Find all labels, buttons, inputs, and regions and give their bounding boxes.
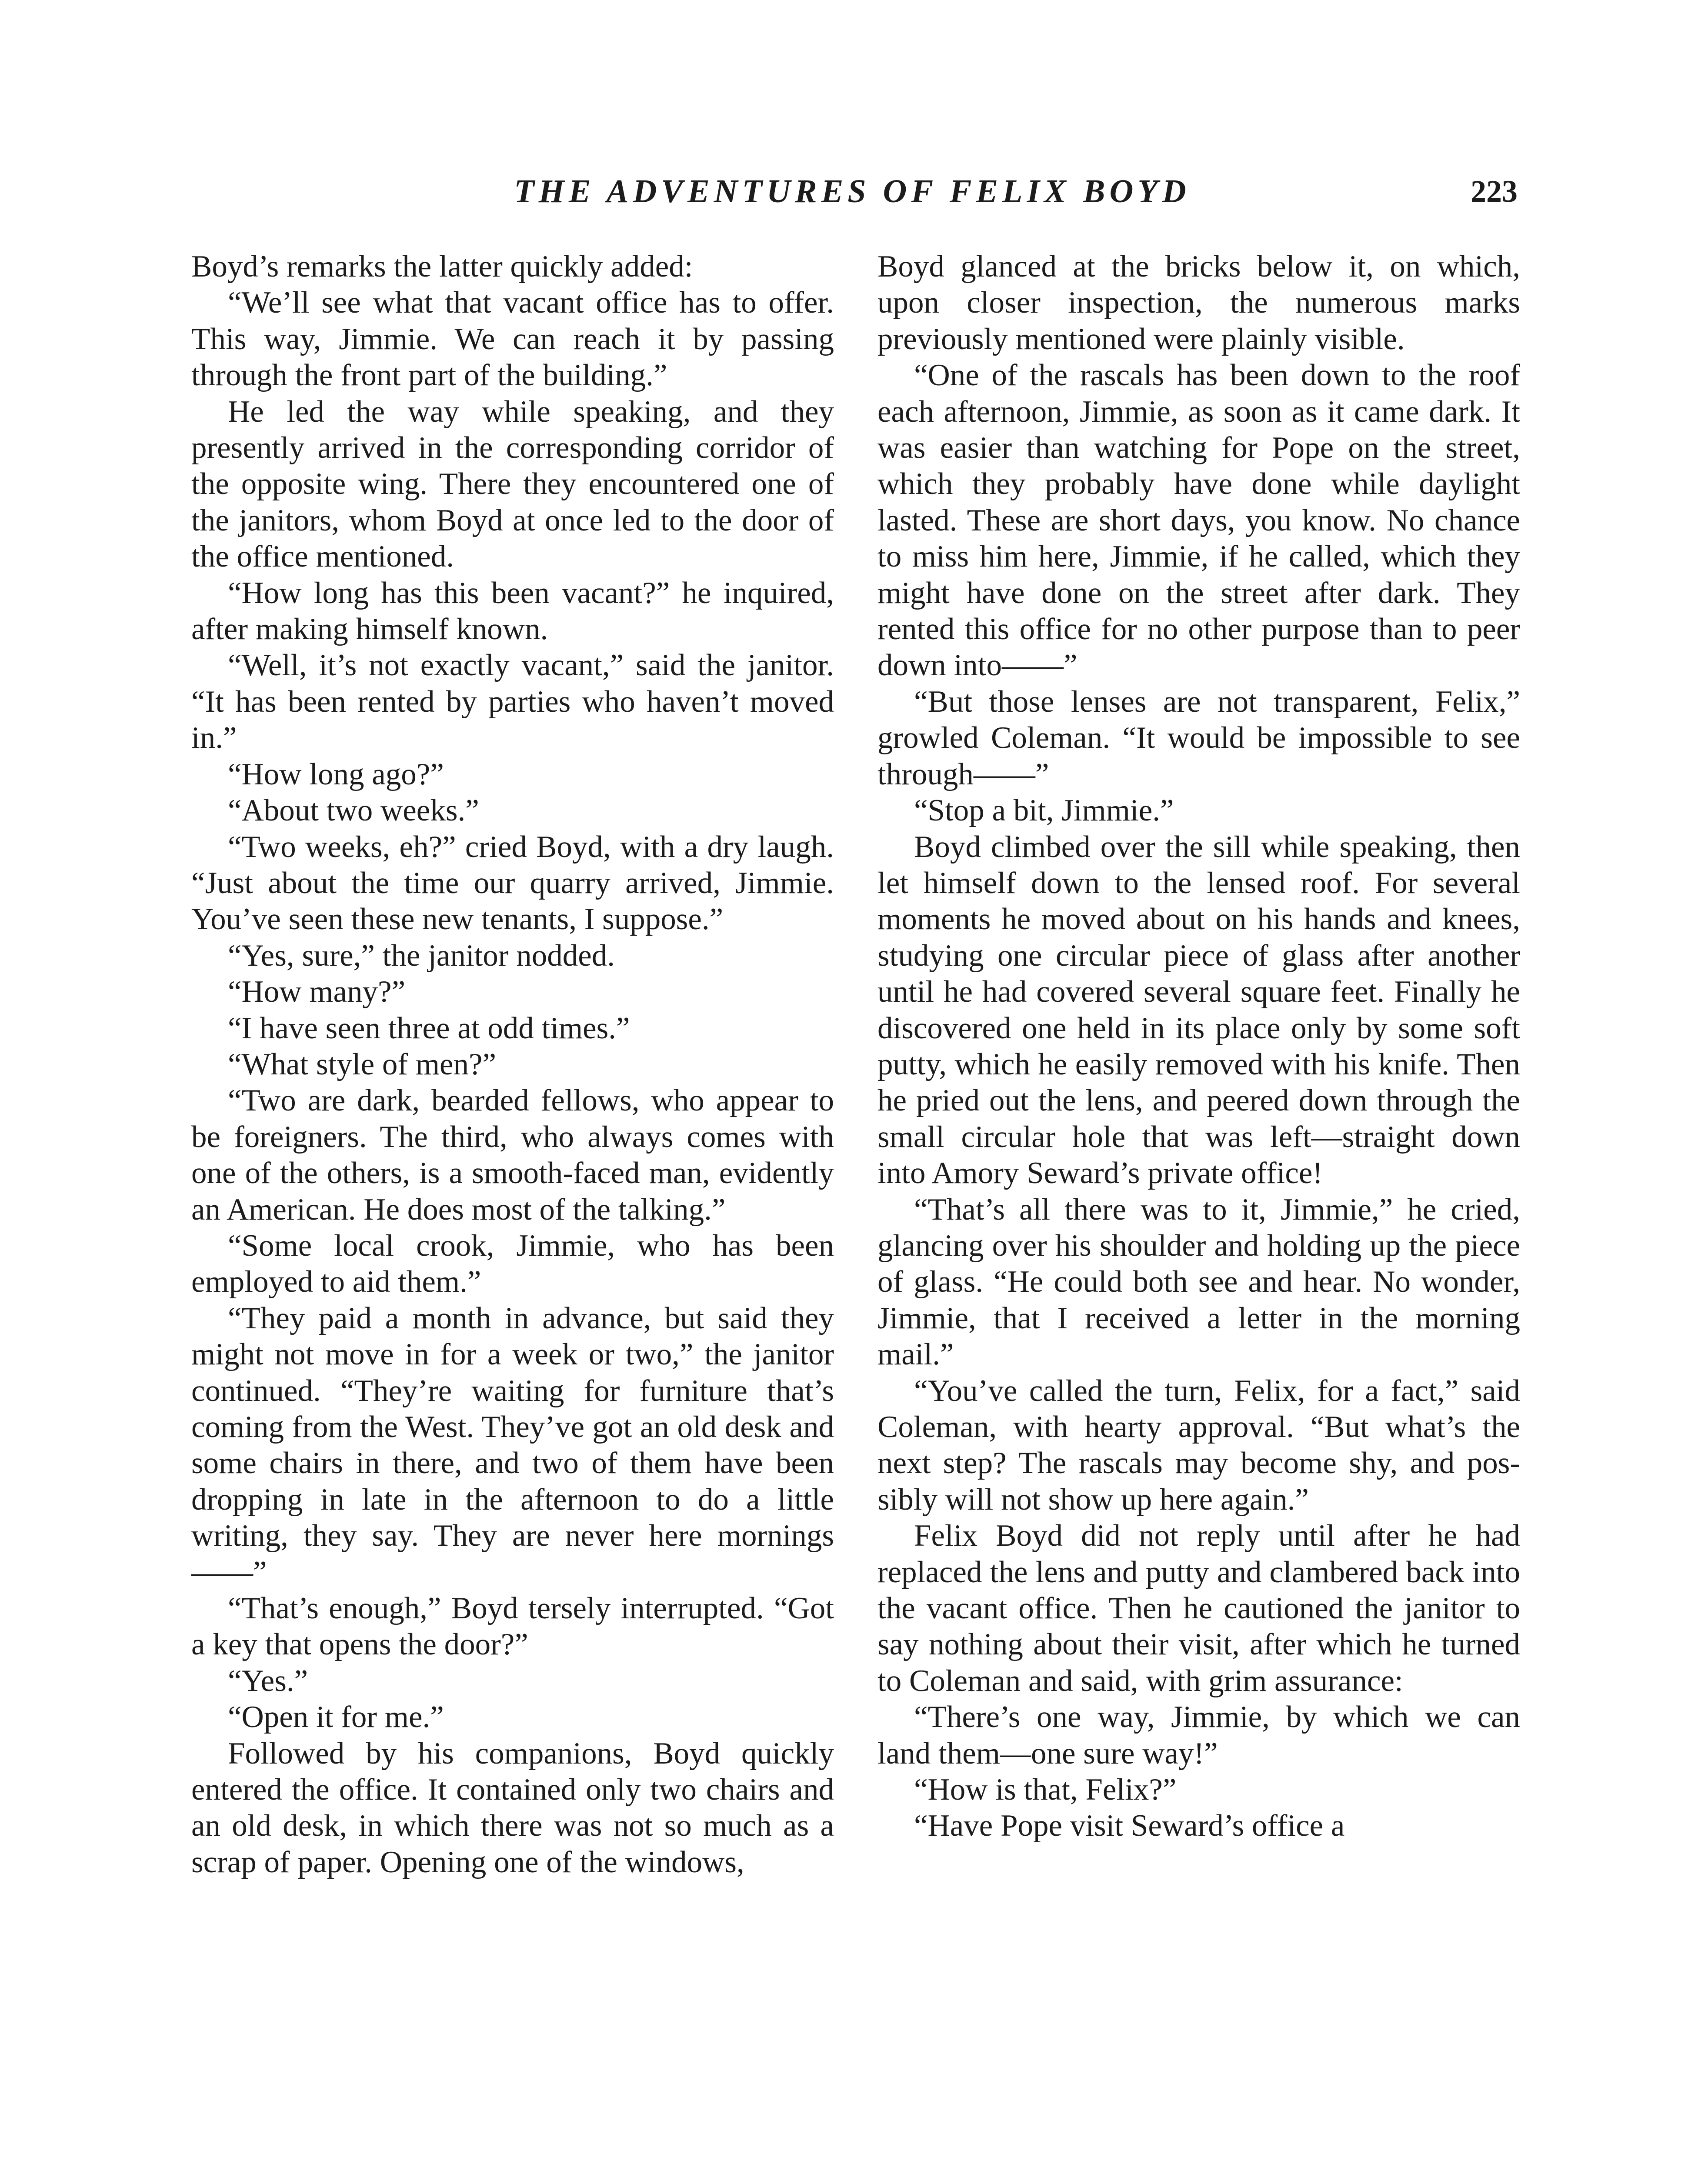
paragraph: “Yes, sure,” the janitor nodded.: [228, 938, 615, 973]
paragraph: “I have seen three at odd times.”: [228, 1011, 630, 1045]
paragraph: “We’ll see what that vacant office has to offer. This way, Jimmie. We can reach it by passing through the front part of the building.”: [191, 286, 834, 393]
paragraph: “Well, it’s not exactly vacant,” said the janitor. “It has been rented by parties who haven’t moved in.”: [191, 648, 834, 755]
paragraph: Boyd climbed over the sill while speaking, then let himself down to the lensed roof. For several moments he moved about on his hands and knees, studying one circular piece of glass after another until he had covered several square feet. Finally he discovered one held in its place only by some soft putty, which he easily removed with his knife. Then he pried out the lens, and peered down through the small circular hole that was left—straight down into Amory Seward’s private office!: [877, 830, 1520, 1190]
paragraph: “Two weeks, eh?” cried Boyd, with a dry laugh. “Just about the time our quarry arrived, Jimmie. You’ve seen these new tenants, I suppose.”: [191, 830, 834, 937]
paragraph: “How is that, Felix?”: [914, 1773, 1177, 1807]
paragraph: Followed by his companions, Boyd quickly entered the office. It contained only two chairs and an old desk, in which there was not so much as a scrap of paper. Opening one of the windows,: [191, 1736, 834, 1879]
paragraph: “How many?”: [228, 975, 406, 1009]
paragraph: Boyd glanced at the bricks below it, on which, upon closer inspection, the numerous marks previously mentioned were plainly visible.: [877, 250, 1520, 356]
left-column: [191, 249, 834, 1881]
paragraph: “They paid a month in advance, but said they might not move in for a week or two,” the janitor continued. “They’re waiting for furniture that’s coming from the West. They’ve got an old desk and some chairs in there, and two of them have been dropping in late in the afternoon to do a little writing, they say. They are never here mornings——”: [191, 1301, 834, 1589]
paragraph: “Open it for me.”: [228, 1700, 444, 1734]
paragraph: “About two weeks.”: [228, 794, 479, 828]
paragraph: “There’s one way, Jimmie, by which we can land them—one sure way!”: [877, 1700, 1520, 1771]
paragraph: “You’ve called the turn, Felix, for a fact,” said Coleman, with hearty approval. “But what’s the next step? The rascals may become shy, and possibly will not show up here again.”: [877, 1374, 1520, 1517]
paragraph: “Yes.”: [228, 1664, 308, 1698]
paragraph: “But those lenses are not transparent, Felix,” growled Coleman. “It would be impossible to see through——”: [877, 684, 1520, 791]
paragraph: “What style of men?”: [228, 1047, 497, 1081]
paragraph: He led the way while speaking, and they presently arrived in the corresponding corridor of the opposite wing. There they encountered one of the janitors, whom Boyd at once led to the door of the office mentioned.: [191, 394, 834, 574]
right-column: [877, 249, 1520, 1844]
paragraph: “Some local crook, Jimmie, who has been employed to aid them.”: [191, 1228, 834, 1299]
paragraph: “Two are dark, bearded fellows, who appear to be foreigners. The third, who always comes with one of the others, is a smooth-faced man, evidently an American. He does most of the talking.”: [191, 1084, 834, 1227]
paragraph: “How long has this been vacant?” he inquired, after making himself known.: [191, 576, 834, 647]
paragraph: “How long ago?”: [228, 757, 444, 791]
paragraph: “One of the rascals has been down to the roof each afternoon, Jimmie, as soon as it came dark. It was easier than watching for Pope on the street, which they probably have done while daylight lasted. These are short days, you know. No chance to miss him here, Jimmie, if he called, which they might have done on the street after dark. They rented this office for no other purpose than to peer down into——”: [877, 358, 1520, 683]
paragraph: “Have Pope visit Seward’s office a: [914, 1809, 1345, 1843]
paragraph: Felix Boyd did not reply until after he had replaced the lens and putty and clambered back into the vacant office. Then he cautioned the janitor to say nothing about their visit, after which he turned to Coleman and said, with grim assurance:: [877, 1519, 1520, 1698]
paragraph: “That’s all there was to it, Jimmie,” he cried, glancing over his shoulder and holding up the piece of glass. “He could both see and hear. No wonder, Jimmie, that I received a letter in the morning mail.”: [877, 1192, 1520, 1372]
paragraph: “That’s enough,” Boyd tersely interrupted. “Got a key that opens the door?”: [191, 1591, 834, 1662]
paragraph: “Stop a bit, Jimmie.”: [914, 794, 1174, 828]
paragraph: Boyd’s remarks the latter quickly added:: [191, 250, 693, 283]
page-number: 223: [1471, 174, 1518, 209]
running-title: THE ADVENTURES OF FELIX BOYD: [514, 173, 1191, 210]
page-header: [187, 167, 1518, 220]
